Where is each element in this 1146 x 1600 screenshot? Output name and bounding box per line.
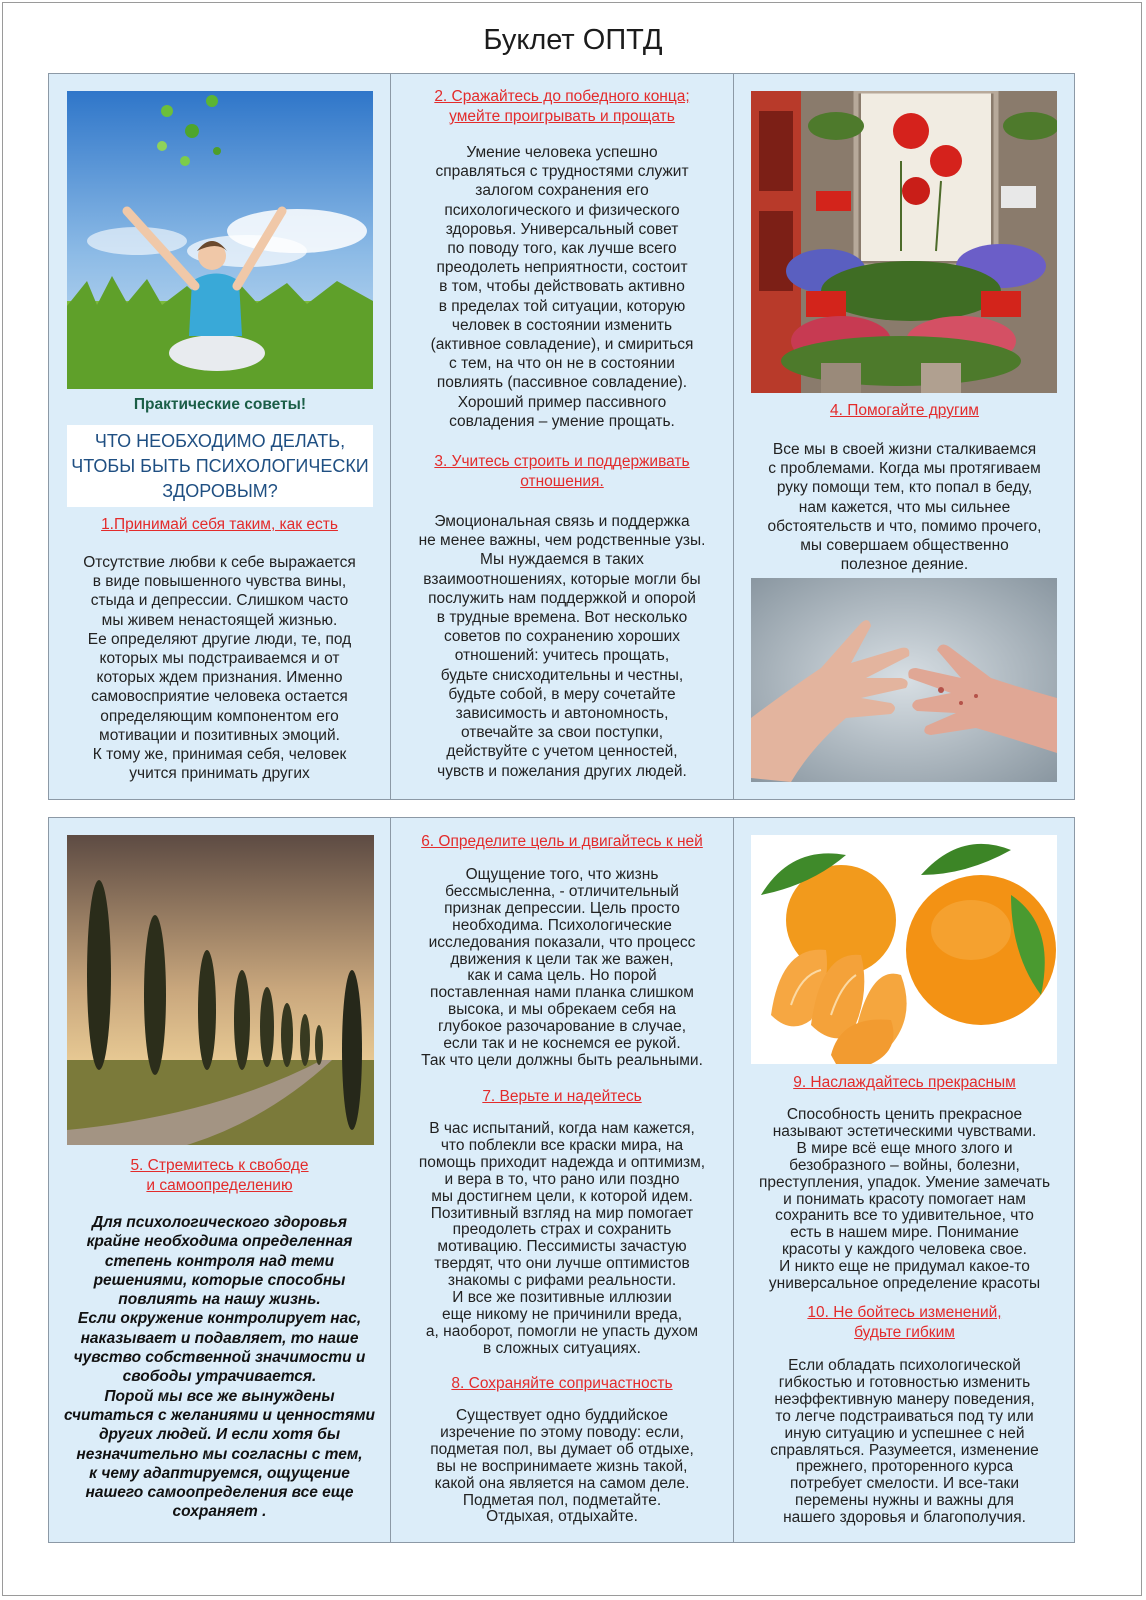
tip-3-text: Эмоциональная связь и поддержка не менее важны, чем родственные узы. Мы нуждаемся в таких взаимоотношениях, которые могли бы послужить нам поддержкой и опорой в трудные времена. Вот несколько советов по сохранению хороших отношений: учитесь прощать, будьте снисходительны и честны, будьте собой, в меру сочетайте зависимость и автономность, отвечайте за свои поступки, действуйте с учетом ценностей, чувств и пожелания других людей.: [418, 513, 706, 780]
reaching-hands-photo: [751, 578, 1057, 782]
cypress-road-photo: [67, 835, 374, 1145]
flower-shop-photo: [751, 91, 1057, 393]
tip-5-heading: 5. Стремитесь к свободе и самоопределению: [130, 1157, 309, 1194]
tip-2-text: Умение человека успешно справляться с трудностями служит залогом сохранения его психологического и физического здоровья. Универсальный совет по поводу того, как лучше всего преодолеть неприятности, состоит в том, чтобы действовать активно в пределах той ситуации, которую человек в состоянии изменить (активное совладение), и смириться с тем, на что он не в состоянии повлиять (пассивное совладение). Хороший пример пассивного совладения – умение прощать.: [430, 144, 694, 430]
tip-1-text: Отсутствие любви к себе выражается в виде повышенного чувства вины, стыда и депрессии. Слишком часто мы живем ненастоящей жизнью. Ее определяют другие люди, те, под которых мы подстраиваемся и от которых ждем признания. Именно самовосприятие человека остается определяющим компонентом его мотивации и позитивных эмоций. К тому же, принимая себя, человек учится принимать других: [83, 554, 356, 783]
tip-6-text: Ощущение того, что жизнь бессмысленна, - отличительный признак депрессии. Цель просто необходима. Психологические исследования показали, что процесс движения к цели так же важен, как и сама цель. Но порой поставленная нами планка слишком высока, и мы обрекаем себя на глубокое разочарование в случае, если так и не коснемся ее рукой. Так что цели должны быть реальными.: [421, 866, 703, 1069]
tip-1-heading: 1.Принимай себя таким, как есть: [101, 516, 338, 533]
tip-8-heading: 8. Сохраняйте сопричастность: [451, 1375, 673, 1392]
tip-7-text: В час испытаний, когда нам кажется, что поблекли все краски мира, на помощь приходит надежда и оптимизм, и вера в то, что рано или поздно мы достигнем цели, к которой идем. Позитивный взгляд на мир помогает преодолеть страх и сохранить мотивацию. Пессимисты зачастую твердят, что они лучше оптимистов знакомы с рифами реальности. И все же позитивные иллюзии еще никому не причинили вреда, а, наоборот, помогли не упасть духом в сложных ситуациях.: [418, 1120, 706, 1357]
tip-8-text: Существует одно буддийское изречение по этому поводу: если, подметая пол, вы думает об отдыхе, вы не воспринимаете жизнь такой, какой она является на самом деле. Подметая пол, подметайте. Отдыхая, отдыхайте.: [430, 1407, 694, 1526]
tip-3-heading: 3. Учитесь строить и поддерживать отношения.: [434, 453, 690, 490]
practical-tips-subtitle: Практические советы!: [133, 396, 307, 413]
tip-2-heading: 2. Сражайтесь до победного конца; умейте проигрывать и прощать: [434, 88, 690, 125]
tip-9-heading: 9. Наслаждайтесь прекрасным: [793, 1074, 1016, 1091]
tip-4-heading: 4. Помогайте другим: [830, 402, 979, 419]
tip-9-text: Способность ценить прекрасное называют эстетическими чувствами. В мире всё еще много злого и безобразного – войны, болезни, преступления, упадок. Умение замечать и понимать красоту помогает нам сохранить все то удивительное, что есть в нашем мире. Понимание красоты у каждого человека свое. И никто еще не придумал какое-то универсальное определение красоты: [758, 1106, 1051, 1293]
tip-5-text: Для психологического здоровья крайне необходима определенная степень контроля над теми решениями, которые способны повлиять на нашу жизнь. Если окружение контролирует нас, наказывает и подавляет, то наше чувство собственной значимости и свободы утрачивается. Порой мы все же вынуждены считаться с желаниями и ценностями других людей. И если хотя бы незначительно мы согласны с тем, к чему адаптируемся, ощущение нашего самоопределения все еще сохраняет .: [63, 1214, 376, 1521]
page-title: Буклет ОПТД: [483, 24, 663, 56]
woman-in-meadow-photo: [67, 91, 373, 389]
tip-10-heading: 10. Не бойтесь изменений, будьте гибким: [807, 1304, 1002, 1341]
tip-10-text: Если обладать психологической гибкостью и готовностью изменить неэффективную манеру поведения, то легче подстраиваться под ту или иную ситуацию и успешнее с ней справляться. Разумеется, изменение прежнего, проторенного курса потребует смелости. И все-таки перемены нужны и важны для нашего здоровья и благополучия.: [770, 1357, 1039, 1527]
tip-7-heading: 7. Верьте и надейтесь: [482, 1088, 642, 1105]
question-box: ЧТО НЕОБХОДИМО ДЕЛАТЬ, ЧТОБЫ БЫТЬ ПСИХОЛОГИЧЕСКИ ЗДОРОВЫМ?: [67, 425, 373, 507]
tangerines-photo: [751, 835, 1057, 1064]
column-divider: [733, 73, 734, 800]
tip-6-heading: 6. Определите цель и двигайтесь к ней: [421, 833, 703, 850]
tip-4-text: Все мы в своей жизни сталкиваемся с проблемами. Когда мы протягиваем руку помощи тем, кто попал в беду, нам кажется, что мы сильнее обстоятельств и что, помимо прочего, мы совершаем общественно полезное деяние.: [767, 441, 1042, 574]
